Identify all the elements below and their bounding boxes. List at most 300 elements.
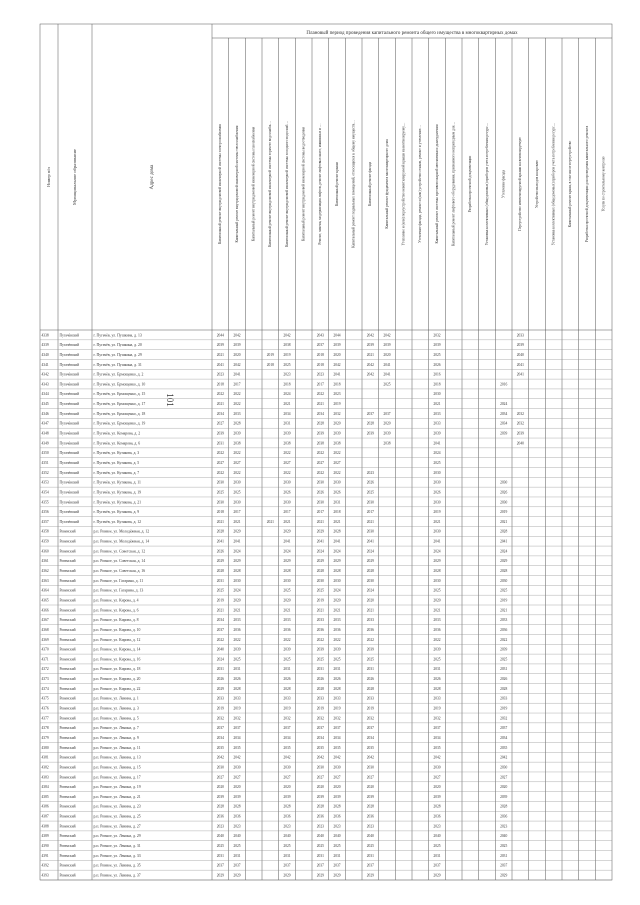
cell-year: 2021 [433, 402, 441, 407]
cell-year: 2031 [500, 667, 508, 672]
cell-year: 2021 [366, 352, 374, 357]
cell-year: 2031 [316, 853, 324, 858]
cell-year: 2044 [216, 333, 224, 338]
cell-year: 2029 [500, 559, 508, 564]
cell-year: 2018 [316, 362, 324, 367]
table-row [42, 549, 508, 554]
header-work-type: Капитальный ремонт внутридомовой инженерной системы электроснабжения [218, 124, 223, 244]
cell-year: 2030 [216, 500, 224, 505]
cell-municipality: Ровенский [59, 608, 76, 613]
cell-year: 2028 [233, 804, 241, 809]
cell-municipality: Ровенский [59, 667, 76, 672]
cell-year: 2024 [316, 549, 324, 554]
cell-address: р.п. Ровное, ул. Кирова, д. 18 [93, 667, 141, 672]
cell-year: 2023 [333, 824, 341, 829]
header-municipality: Муниципальное образование [72, 148, 78, 206]
cell-year: 2022 [433, 637, 441, 642]
cell-number: 4384 [41, 785, 49, 790]
cell-year: 2021 [216, 519, 224, 524]
cell-year: 2028 [283, 804, 291, 809]
cell-address: г. Пугачёв, ул. Кутякова, д. 9 [93, 510, 140, 515]
cell-number: 4385 [41, 794, 49, 799]
cell-municipality: Ровенский [59, 735, 76, 740]
cell-municipality: Ровенский [59, 637, 76, 642]
cell-year: 2022 [216, 451, 224, 456]
cell-number: 4341 [41, 362, 49, 367]
header-work-type: Капитальный ремонт крыш, в том числе переустройство [568, 140, 573, 228]
cell-year: 2030 [316, 500, 324, 505]
cell-year: 2020 [383, 352, 391, 357]
table-row [42, 471, 441, 476]
cell-year: 2022 [283, 470, 291, 475]
cell-year: 2027 [233, 460, 241, 465]
cell-year: 2022 [216, 470, 224, 475]
cell-address: р.п. Ровное, ул. Ленина, д. 29 [93, 834, 141, 839]
cell-year: 2022 [233, 402, 241, 407]
table-row [42, 589, 508, 594]
cell-year: 2041 [433, 539, 441, 544]
cell-year: 2017 [316, 510, 324, 515]
cell-year: 2033 [433, 421, 441, 426]
cell-year: 2027 [216, 421, 224, 426]
cell-number: 4356 [41, 510, 49, 515]
table-row [42, 805, 508, 810]
cell-year: 2037 [216, 627, 224, 632]
cell-year: 2019 [433, 706, 441, 711]
cell-address: р.п. Ровное, ул. Ленина, д. 13 [93, 755, 141, 760]
cell-year: 2039 [366, 647, 374, 652]
cell-year: 2034 [216, 735, 224, 740]
cell-year: 2017 [283, 510, 291, 515]
cell-year: 2037 [233, 863, 241, 868]
cell-year: 2036 [233, 627, 241, 632]
cell-municipality: Ровенский [59, 657, 76, 662]
cell-municipality: Пугачёвский [59, 372, 80, 377]
cell-municipality: Пугачёвский [59, 510, 80, 515]
cell-year: 2039 [233, 343, 241, 348]
header-work-type: Капитальный ремонт фасада [368, 161, 373, 207]
table-row [42, 648, 508, 653]
cell-year: 2026 [500, 490, 508, 495]
cell-address: р.п. Ровное, ул. Кирова, д. 8 [93, 618, 139, 623]
cell-year: 2018 [433, 382, 441, 387]
cell-year: 2018 [266, 362, 274, 367]
cell-year: 2035 [433, 745, 441, 750]
cell-year: 2031 [233, 667, 241, 672]
cell-year: 2037 [283, 863, 291, 868]
cell-year: 2036 [233, 814, 241, 819]
cell-year: 2023 [366, 824, 374, 829]
cell-year: 2039 [333, 647, 341, 652]
cell-year: 2019 [283, 352, 291, 357]
table-row [42, 392, 441, 397]
cell-municipality: Пугачёвский [59, 402, 80, 407]
cell-year: 2040 [216, 647, 224, 652]
cell-year: 2025 [433, 588, 441, 593]
cell-number: 4370 [41, 647, 49, 652]
cell-year: 2033 [433, 696, 441, 701]
cell-year: 2017 [233, 510, 241, 515]
cell-year: 2029 [233, 873, 241, 878]
cell-year: 2024 [366, 588, 374, 593]
cell-year: 2034 [216, 411, 224, 416]
cell-year: 2041 [366, 539, 374, 544]
cell-year: 2028 [366, 804, 374, 809]
cell-year: 2025 [366, 657, 374, 662]
cell-year: 2036 [500, 627, 508, 632]
cell-year: 2034 [283, 411, 291, 416]
header-work-type: Капитальный ремонт внутридомовой инженерной системы горячего водоснабж… [268, 121, 273, 247]
cell-year: 2036 [333, 814, 341, 819]
cell-year: 2040 [433, 834, 441, 839]
cell-number: 4338 [41, 333, 49, 338]
cell-year: 2039 [500, 647, 508, 652]
cell-year: 2025 [216, 844, 224, 849]
cell-year: 2021 [316, 519, 324, 524]
cell-year: 2041 [216, 539, 224, 544]
cell-year: 2030 [500, 480, 508, 485]
table-row [42, 598, 508, 603]
cell-year: 2030 [433, 578, 441, 583]
table-row [42, 746, 508, 751]
cell-year: 2020 [500, 785, 508, 790]
cell-year: 2025 [433, 460, 441, 465]
cell-year: 2038 [383, 441, 391, 446]
cell-year: 2036 [433, 814, 441, 819]
cell-year: 2037 [433, 726, 441, 731]
cell-year: 2036 [333, 627, 341, 632]
cell-year: 2033 [500, 696, 508, 701]
cell-year: 2037 [216, 863, 224, 868]
cell-year: 2027 [316, 775, 324, 780]
header-address: Адрес дома [150, 164, 156, 190]
cell-year: 2020 [233, 352, 241, 357]
cell-year: 2022 [233, 451, 241, 456]
cell-number: 4377 [41, 716, 49, 721]
cell-year: 2028 [316, 686, 324, 691]
cell-year: 2026 [433, 490, 441, 495]
cell-year: 2019 [233, 706, 241, 711]
cell-municipality: Ровенский [59, 539, 76, 544]
page-number: 101 [165, 393, 175, 407]
cell-year: 2033 [433, 411, 441, 416]
cell-year: 2036 [283, 814, 291, 819]
cell-year: 2030 [233, 500, 241, 505]
cell-year: 2040 [316, 834, 324, 839]
cell-municipality: Пугачёвский [59, 382, 80, 387]
cell-address: р.п. Ровное, ул. Кирова, д. 20 [93, 677, 141, 682]
cell-year: 2039 [283, 647, 291, 652]
table-row [42, 687, 508, 692]
cell-address: г. Пугачёв, ул. Ермощенко, д. 17 [93, 402, 146, 407]
cell-year: 2022 [233, 392, 241, 397]
cell-number: 4363 [41, 578, 49, 583]
cell-number: 4355 [41, 500, 49, 505]
table-row [42, 726, 508, 731]
cell-year: 2041 [383, 362, 391, 367]
cell-year: 2020 [366, 598, 374, 603]
cell-year: 2030 [283, 500, 291, 505]
cell-number: 4347 [41, 421, 49, 426]
table-row [42, 422, 525, 427]
cell-year: 2042 [366, 755, 374, 760]
cell-year: 2028 [316, 421, 324, 426]
cell-year: 2024 [500, 402, 508, 407]
cell-year: 2022 [333, 637, 341, 642]
cell-year: 2020 [333, 785, 341, 790]
cell-number: 4339 [41, 343, 49, 348]
cell-address: г. Пугачёв, ул. Пушкина, д. 31 [93, 362, 142, 367]
cell-year: 2030 [216, 765, 224, 770]
cell-number: 4369 [41, 637, 49, 642]
cell-year: 2025 [433, 844, 441, 849]
cell-year: 2021 [283, 519, 291, 524]
cell-municipality: Пугачёвский [59, 392, 80, 397]
cell-number: 4383 [41, 775, 49, 780]
cell-year: 2028 [216, 569, 224, 574]
cell-number: 4357 [41, 519, 49, 524]
cell-address: г. Пугачёв, ул. Пушкина, д. 20 [93, 343, 142, 348]
table-row [42, 854, 508, 859]
cell-year: 2040 [366, 834, 374, 839]
cell-municipality: Ровенский [59, 696, 76, 701]
cell-year: 2030 [366, 500, 374, 505]
cell-year: 2025 [433, 657, 441, 662]
cell-year: 2030 [283, 765, 291, 770]
cell-year: 2039 [516, 343, 524, 348]
cell-year: 2023 [366, 470, 374, 475]
cell-year: 2031 [333, 667, 341, 672]
cell-year: 2034 [316, 411, 324, 416]
cell-year: 2034 [216, 618, 224, 623]
cell-year: 2037 [433, 863, 441, 868]
cell-municipality: Ровенский [59, 785, 76, 790]
cell-year: 2038 [283, 441, 291, 446]
cell-year: 2025 [316, 588, 324, 593]
cell-year: 2026 [216, 677, 224, 682]
cell-year: 2018 [283, 382, 291, 387]
cell-year: 2037 [283, 726, 291, 731]
cell-year: 2042 [233, 333, 241, 338]
table-row [42, 834, 508, 839]
table-row [42, 667, 508, 672]
cell-year: 2032 [516, 421, 524, 426]
header-work-type: Установка коллективных (общедомовых) приборов учета потребления ресурс… [484, 122, 489, 246]
cell-year: 2030 [233, 765, 241, 770]
cell-year: 2029 [500, 873, 508, 878]
cell-year: 2020 [233, 785, 241, 790]
table-row [42, 736, 508, 741]
table-row [42, 795, 508, 800]
cell-address: г. Пугачёв, ул. Кутякова, д. 12 [93, 519, 142, 524]
cell-year: 2042 [233, 755, 241, 760]
cell-year: 2039 [433, 647, 441, 652]
cell-address: р.п. Ровное, ул. Ленина, д. 37 [93, 873, 141, 878]
header-work-type: Капитальный ремонт системы противопожарной автоматики и дымоудаления [434, 124, 439, 244]
cell-year: 2019 [333, 706, 341, 711]
cell-address: р.п. Ровное, ул. Советская, д. 16 [93, 569, 146, 574]
cell-address: г. Пугачёв, ул. Ермощенко, д. 19 [93, 421, 146, 426]
cell-municipality: Пугачёвский [59, 490, 80, 495]
cell-year: 2030 [316, 765, 324, 770]
cell-municipality: Ровенский [59, 765, 76, 770]
cell-year: 2020 [283, 598, 291, 603]
cell-year: 2041 [333, 372, 341, 377]
cell-year: 2026 [216, 549, 224, 554]
cell-municipality: Пугачёвский [59, 519, 80, 524]
cell-year: 2024 [283, 549, 291, 554]
cell-number: 4344 [41, 392, 49, 397]
cell-municipality: Ровенский [59, 716, 76, 721]
cell-year: 2025 [216, 588, 224, 593]
cell-year: 2035 [500, 745, 508, 750]
cell-address: р.п. Ровное, ул. Советская, д. 12 [93, 549, 146, 554]
cell-year: 2042 [316, 755, 324, 760]
header-work-type: Разработка проектной документации [468, 155, 473, 213]
cell-year: 2025 [233, 490, 241, 495]
cell-address: р.п. Ровное, ул. Ленина, д. 23 [93, 804, 141, 809]
cell-number: 4340 [41, 352, 49, 357]
header-work-type: Капитальный ремонт внутридомовой инженерной системы холодного водоснаб… [284, 121, 289, 247]
cell-address: р.п. Ровное, ул. Ленина, д. 33 [93, 853, 141, 858]
cell-year: 2037 [333, 863, 341, 868]
cell-year: 2029 [366, 873, 374, 878]
cell-year: 2025 [500, 588, 508, 593]
cell-year: 2032 [333, 716, 341, 721]
table-row [42, 618, 508, 623]
cell-year: 2022 [366, 637, 374, 642]
cell-year: 2035 [216, 745, 224, 750]
cell-year: 2039 [366, 794, 374, 799]
cell-number: 4380 [41, 745, 49, 750]
cell-municipality: Ровенский [59, 775, 76, 780]
cell-year: 2020 [233, 598, 241, 603]
cell-address: г. Пугачёв, ул. Пушкина, д. 29 [93, 352, 142, 357]
cell-year: 2027 [283, 775, 291, 780]
cell-number: 4392 [41, 863, 49, 868]
cell-year: 2030 [500, 578, 508, 583]
cell-year: 2030 [433, 765, 441, 770]
cell-year: 2028 [366, 421, 374, 426]
cell-year: 2021 [233, 608, 241, 613]
cell-year: 2027 [216, 775, 224, 780]
cell-year: 2031 [333, 500, 341, 505]
table-row [42, 441, 525, 446]
cell-number: 4379 [41, 735, 49, 740]
cell-year: 2041 [383, 372, 391, 377]
cell-address: р.п. Ровное, ул. Ленина, д. 21 [93, 794, 141, 799]
cell-year: 2035 [333, 745, 341, 750]
table-row [42, 697, 508, 702]
cell-number: 4367 [41, 618, 49, 623]
table-row [42, 382, 508, 387]
cell-number: 4393 [41, 873, 49, 878]
cell-year: 2041 [283, 539, 291, 544]
cell-number: 4342 [41, 372, 49, 377]
cell-year: 2038 [316, 441, 324, 446]
cell-year: 2017 [233, 382, 241, 387]
cell-year: 2036 [366, 627, 374, 632]
cell-municipality: Пугачёвский [59, 460, 80, 465]
cell-year: 2033 [366, 618, 374, 623]
cell-year: 2040 [233, 834, 241, 839]
cell-year: 2025 [216, 490, 224, 495]
header-work-type: Капитальный ремонт внутридомовой инженерной системы газоснабжения [251, 126, 256, 242]
cell-number: 4382 [41, 765, 49, 770]
cell-year: 2039 [500, 431, 508, 436]
cell-year: 2039 [233, 647, 241, 652]
cell-year: 2028 [500, 686, 508, 691]
cell-year: 2024 [233, 549, 241, 554]
cell-year: 2029 [233, 529, 241, 534]
cell-address: р.п. Ровное, ул. Кирова, д. 14 [93, 647, 141, 652]
cell-year: 2025 [316, 657, 324, 662]
cell-year: 2023 [433, 824, 441, 829]
cell-year: 2031 [283, 667, 291, 672]
cell-year: 2021 [433, 608, 441, 613]
cell-year: 2040 [333, 834, 341, 839]
cell-year: 2031 [316, 667, 324, 672]
cell-municipality: Ровенский [59, 627, 76, 632]
cell-year: 2040 [283, 834, 291, 839]
cell-year: 2025 [433, 352, 441, 357]
cell-municipality: Ровенский [59, 647, 76, 652]
cell-year: 2021 [216, 608, 224, 613]
cell-year: 2021 [216, 352, 224, 357]
cell-address: р.п. Ровное, ул. Гагарина, д. 13 [93, 588, 144, 593]
cell-year: 2037 [500, 726, 508, 731]
cell-year: 2025 [333, 657, 341, 662]
cell-year: 2033 [216, 696, 224, 701]
cell-year: 2039 [433, 794, 441, 799]
table-row [42, 579, 508, 584]
cell-municipality: Ровенский [59, 863, 76, 868]
cell-year: 2028 [333, 686, 341, 691]
cell-year: 2028 [333, 804, 341, 809]
cell-year: 2030 [283, 480, 291, 485]
cell-year: 2024 [333, 549, 341, 554]
cell-year: 2019 [283, 706, 291, 711]
header-work-type: Утепление фасада [501, 170, 506, 198]
cell-year: 2039 [283, 794, 291, 799]
cell-number: 4391 [41, 853, 49, 858]
cell-address: р.п. Ровное, ул. Ленина, д. 7 [93, 726, 139, 731]
cell-year: 2042 [283, 333, 291, 338]
cell-year: 2028 [216, 804, 224, 809]
cell-year: 2031 [366, 853, 374, 858]
cell-address: р.п. Ровное, ул. Ленина, д. 31 [93, 844, 141, 849]
cell-number: 4390 [41, 844, 49, 849]
cell-year: 2040 [500, 834, 508, 839]
cell-year: 2042 [366, 362, 374, 367]
cell-year: 2028 [316, 804, 324, 809]
table-row [42, 520, 508, 525]
cell-address: р.п. Ровное, ул. Кирова, д. 4 [93, 598, 139, 603]
cell-year: 2033 [333, 618, 341, 623]
cell-year: 2034 [333, 735, 341, 740]
cell-year: 2020 [216, 785, 224, 790]
cell-year: 2034 [366, 735, 374, 740]
cell-year: 2027 [500, 775, 508, 780]
cell-number: 4388 [41, 824, 49, 829]
cell-year: 2037 [233, 726, 241, 731]
cell-year: 2024 [216, 657, 224, 662]
cell-year: 2028 [233, 421, 241, 426]
cell-municipality: Пугачёвский [59, 441, 80, 446]
cell-year: 2019 [500, 598, 508, 603]
cell-number: 4352 [41, 470, 49, 475]
cell-year: 2030 [433, 500, 441, 505]
